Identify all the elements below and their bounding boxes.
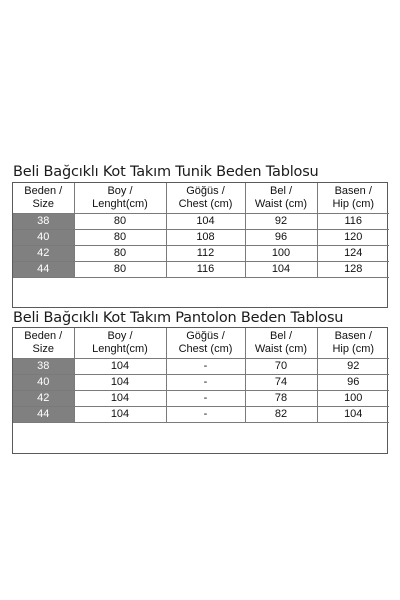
pantolon-header-row [13, 328, 389, 359]
table-row [13, 230, 389, 246]
header-length: Boy / Lenght(cm) [74, 328, 166, 359]
length-cell: 104 [74, 359, 166, 375]
chest-cell: 104 [166, 214, 245, 230]
size-cell: 38 [13, 359, 74, 375]
table-row [13, 391, 389, 407]
table-row [13, 359, 389, 375]
chest-cell: 108 [166, 230, 245, 246]
size-cell: 42 [13, 246, 74, 262]
length-cell: 104 [74, 407, 166, 423]
header-hip: Basen / Hip (cm) [317, 183, 389, 214]
waist-cell: 74 [245, 375, 317, 391]
table-row [13, 262, 389, 278]
waist-cell: 96 [245, 230, 317, 246]
tunik-header-row [13, 183, 389, 214]
pantolon-size-chart [12, 327, 388, 454]
waist-cell: 82 [245, 407, 317, 423]
hip-cell: 96 [317, 375, 389, 391]
length-cell: 80 [74, 230, 166, 246]
tunik-table-title: Beli Bağcıklı Kot Takım Tunik Beden Tablosu [13, 164, 319, 180]
chest-cell: - [166, 407, 245, 423]
hip-cell: 116 [317, 214, 389, 230]
length-cell: 80 [74, 246, 166, 262]
header-length: Boy / Lenght(cm) [74, 183, 166, 214]
chest-cell: - [166, 359, 245, 375]
tunik-size-table [13, 183, 389, 278]
hip-cell: 104 [317, 407, 389, 423]
table-row [13, 407, 389, 423]
tunik-size-chart [12, 182, 388, 308]
waist-cell: 70 [245, 359, 317, 375]
waist-cell: 78 [245, 391, 317, 407]
length-cell: 80 [74, 262, 166, 278]
header-waist: Bel / Waist (cm) [245, 183, 317, 214]
chest-cell: 112 [166, 246, 245, 262]
header-chest: Göğüs / Chest (cm) [166, 183, 245, 214]
hip-cell: 92 [317, 359, 389, 375]
chest-cell: - [166, 375, 245, 391]
header-hip: Basen / Hip (cm) [317, 328, 389, 359]
chest-cell: 116 [166, 262, 245, 278]
header-size: Beden / Size [13, 183, 74, 214]
length-cell: 104 [74, 391, 166, 407]
length-cell: 104 [74, 375, 166, 391]
hip-cell: 128 [317, 262, 389, 278]
size-cell: 44 [13, 407, 74, 423]
table-row [13, 246, 389, 262]
pantolon-size-table [13, 328, 389, 423]
size-cell: 38 [13, 214, 74, 230]
table-row [13, 214, 389, 230]
waist-cell: 104 [245, 262, 317, 278]
size-cell: 42 [13, 391, 74, 407]
length-cell: 80 [74, 214, 166, 230]
chest-cell: - [166, 391, 245, 407]
hip-cell: 120 [317, 230, 389, 246]
size-cell: 40 [13, 375, 74, 391]
pantolon-table-title: Beli Bağcıklı Kot Takım Pantolon Beden Tablosu [13, 310, 344, 326]
waist-cell: 100 [245, 246, 317, 262]
header-chest: Göğüs / Chest (cm) [166, 328, 245, 359]
size-cell: 40 [13, 230, 74, 246]
header-size: Beden / Size [13, 328, 74, 359]
hip-cell: 100 [317, 391, 389, 407]
size-cell: 44 [13, 262, 74, 278]
hip-cell: 124 [317, 246, 389, 262]
header-waist: Bel / Waist (cm) [245, 328, 317, 359]
table-row [13, 375, 389, 391]
waist-cell: 92 [245, 214, 317, 230]
